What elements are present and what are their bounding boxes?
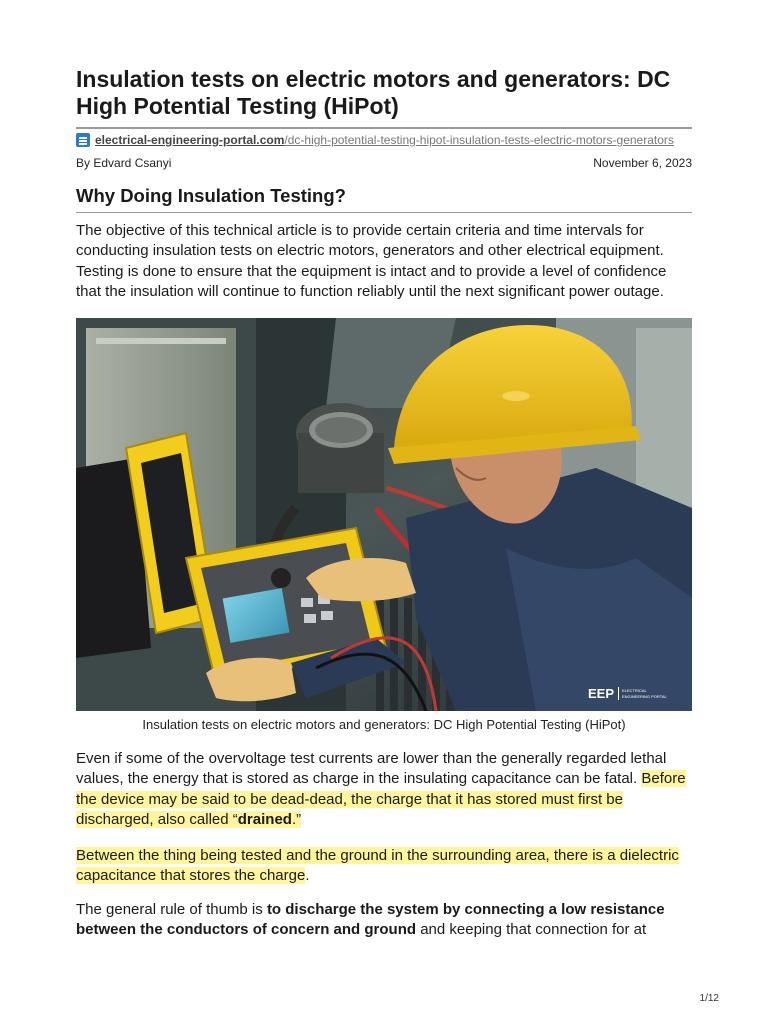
source-path[interactable]: /dc-high-potential-testing-hipot-insulation-tests-electric-motors-generators [284, 133, 674, 147]
paragraph-discharge [76, 749, 692, 830]
watermark-line2: ENGINEERING PORTAL [622, 694, 667, 699]
title-divider [76, 127, 692, 129]
p3-highlight: Between the thing being tested and the ground in the surrounding area, there is a dielectric capacitance that stores the charge [76, 847, 679, 885]
document-icon [76, 133, 90, 147]
p4-text-b: and keeping that connection for at [416, 921, 647, 939]
watermark-logo: EEP [588, 686, 615, 701]
heading-divider [76, 212, 692, 213]
figure-caption: Insulation tests on electric motors and generators: DC High Potential Testing (HiPot) [142, 717, 626, 732]
article-photo [76, 318, 692, 711]
p3-end: . [305, 867, 310, 885]
technician-insulation-tester-photo [76, 318, 692, 711]
p2-plain-text: Even if some of the overvoltage test currents are lower than the generally regarded lethal values, the energy that is stored as charge in the insulating capacitance can be fatal. [76, 750, 667, 788]
article-title: Insulation tests on electric motors and generators: DC High Potential Testing (HiPot) [76, 66, 671, 119]
source-link[interactable] [76, 133, 674, 147]
paragraph-capacitance [76, 846, 692, 887]
author: By Edvard Csanyi [76, 156, 172, 170]
p2-highlight-end: .” [291, 810, 302, 828]
publish-date: November 6, 2023 [593, 156, 692, 170]
p2-highlight-text: Before the device may be said to be dead-dead, the charge that it has stored must first be discharged, also called “ [76, 770, 686, 828]
p4-bold: to discharge the system by connecting a low resistance between the conductors of concern and ground [76, 901, 665, 939]
section-heading: Why Doing Insulation Testing? [76, 185, 346, 206]
source-domain[interactable]: electrical-engineering-portal.com [95, 133, 285, 147]
watermark-line1: ELECTRICAL [622, 688, 647, 693]
page-number: 1/12 [699, 993, 719, 1004]
paragraph-intro: The objective of this technical article is to provide certain criteria and time intervals for conducting insulation tests on electric motors, generators and other electrical equipment. Testing is done to ensure that the equipment is intact and to provide a level of confidence that the insulation will continue to function reliably until the next significant power outage. [76, 222, 667, 300]
p4-text-a: The general rule of thumb is [76, 901, 267, 918]
drained-term: drained [237, 810, 292, 828]
paragraph-rule-of-thumb [76, 900, 692, 941]
